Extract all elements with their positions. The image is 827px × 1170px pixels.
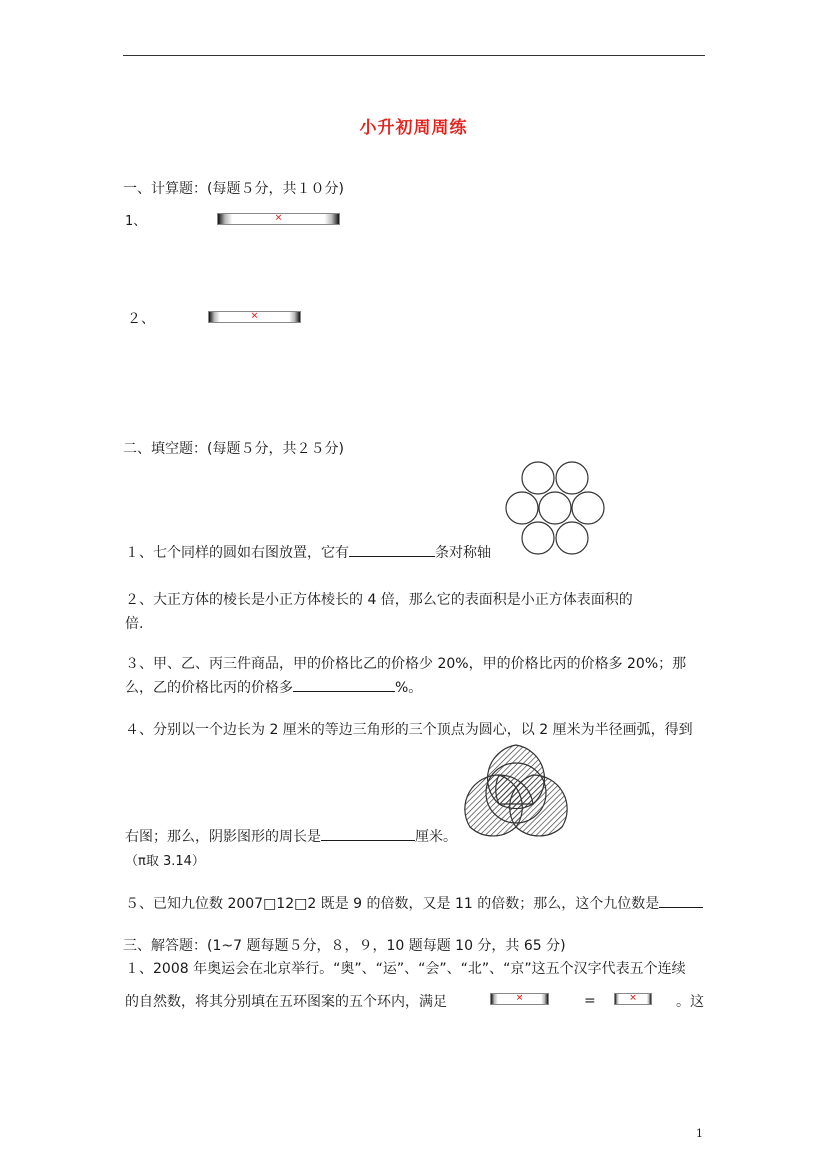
section-1-heading: 一、计算题：(每题５分，共１０分) xyxy=(123,181,344,197)
formula-image-1: ✕ xyxy=(217,213,340,225)
fill-q1-text: １、七个同样的圆如右图放置，它有 xyxy=(125,545,349,561)
fill-q2-line2: 倍. xyxy=(125,616,144,632)
circle-bottom-right xyxy=(556,522,588,554)
reuleaux-shaded-figure xyxy=(466,741,566,833)
fill-q5 xyxy=(125,893,703,913)
fill-q3-line2 xyxy=(125,677,422,697)
circle-bottom-left xyxy=(522,522,554,554)
fill-q4-text-end: 厘米。 xyxy=(415,829,457,845)
circle-mid-right xyxy=(572,492,604,524)
fill-q5-blank[interactable] xyxy=(659,893,703,908)
fill-q1 xyxy=(125,542,491,562)
circle-top-left xyxy=(522,462,554,494)
fill-q1-text-end: 条对称轴 xyxy=(435,545,491,561)
header-rule xyxy=(123,55,705,56)
fill-q5-text: ５、已知九位数 2007□12□2 既是 9 的倍数，又是 11 的倍数；那么，这个九位数是 xyxy=(125,896,660,912)
circle-mid-left xyxy=(506,492,538,524)
formula-image-2: ✕ xyxy=(208,311,301,323)
petal-right xyxy=(510,775,567,836)
circle-top-right xyxy=(556,462,588,494)
seven-circles-figure xyxy=(500,458,610,560)
fill-q4-note: （π取 3.14） xyxy=(125,854,205,869)
fill-q3-blank[interactable] xyxy=(293,677,395,692)
fill-q3-text: 么，乙的价格比丙的价格多 xyxy=(125,680,293,696)
calc-item-2-label: ２、 xyxy=(127,311,155,327)
section-3-heading: 三、解答题：(1~7 题每题５分，８，９，10 题每题 10 分，共 65 分) xyxy=(123,938,566,954)
fill-q4-text: 右图；那么，阴影图形的周长是 xyxy=(125,829,321,845)
fill-q1-blank[interactable] xyxy=(349,542,435,557)
fill-q4-line1: ４、分别以一个边长为 2 厘米的等边三角形的三个顶点为圆心，以 2 厘米为半径画弧，得到 xyxy=(125,722,693,738)
formula-image-4: ✕ xyxy=(614,993,652,1005)
section-2-heading: 二、填空题：(每题５分，共２５分) xyxy=(123,441,344,457)
solve-q1-line1: １、2008 年奥运会在北京举行。“奥”、“运”、“会”、“北”、“京”这五个汉字代表五个连续 xyxy=(125,961,686,977)
fill-q3-line1: ３、甲、乙、丙三件商品，甲的价格比乙的价格少 20%，甲的价格比丙的价格多 20%；那 xyxy=(125,656,687,672)
calc-item-1-label: 1、 xyxy=(125,214,147,229)
fill-q4-line2 xyxy=(125,826,457,846)
page-number: 1 xyxy=(696,1127,703,1140)
fill-q4-blank[interactable] xyxy=(321,826,415,841)
circle-center xyxy=(539,492,571,524)
page-title: 小升初周周练 xyxy=(359,118,468,138)
solve-q1-line2-end: 。这 xyxy=(676,994,704,1010)
fill-q3-text-end: %。 xyxy=(395,680,423,696)
formula-image-3: ✕ xyxy=(490,993,549,1005)
fill-q2-line1: ２、大正方体的棱长是小正方体棱长的 4 倍，那么它的表面积是小正方体表面积的 xyxy=(125,592,633,608)
solve-q1-line2-text: 的自然数，将其分别填在五环图案的五个环内，满足 xyxy=(125,994,447,1010)
equals-sign: = xyxy=(584,993,596,1009)
